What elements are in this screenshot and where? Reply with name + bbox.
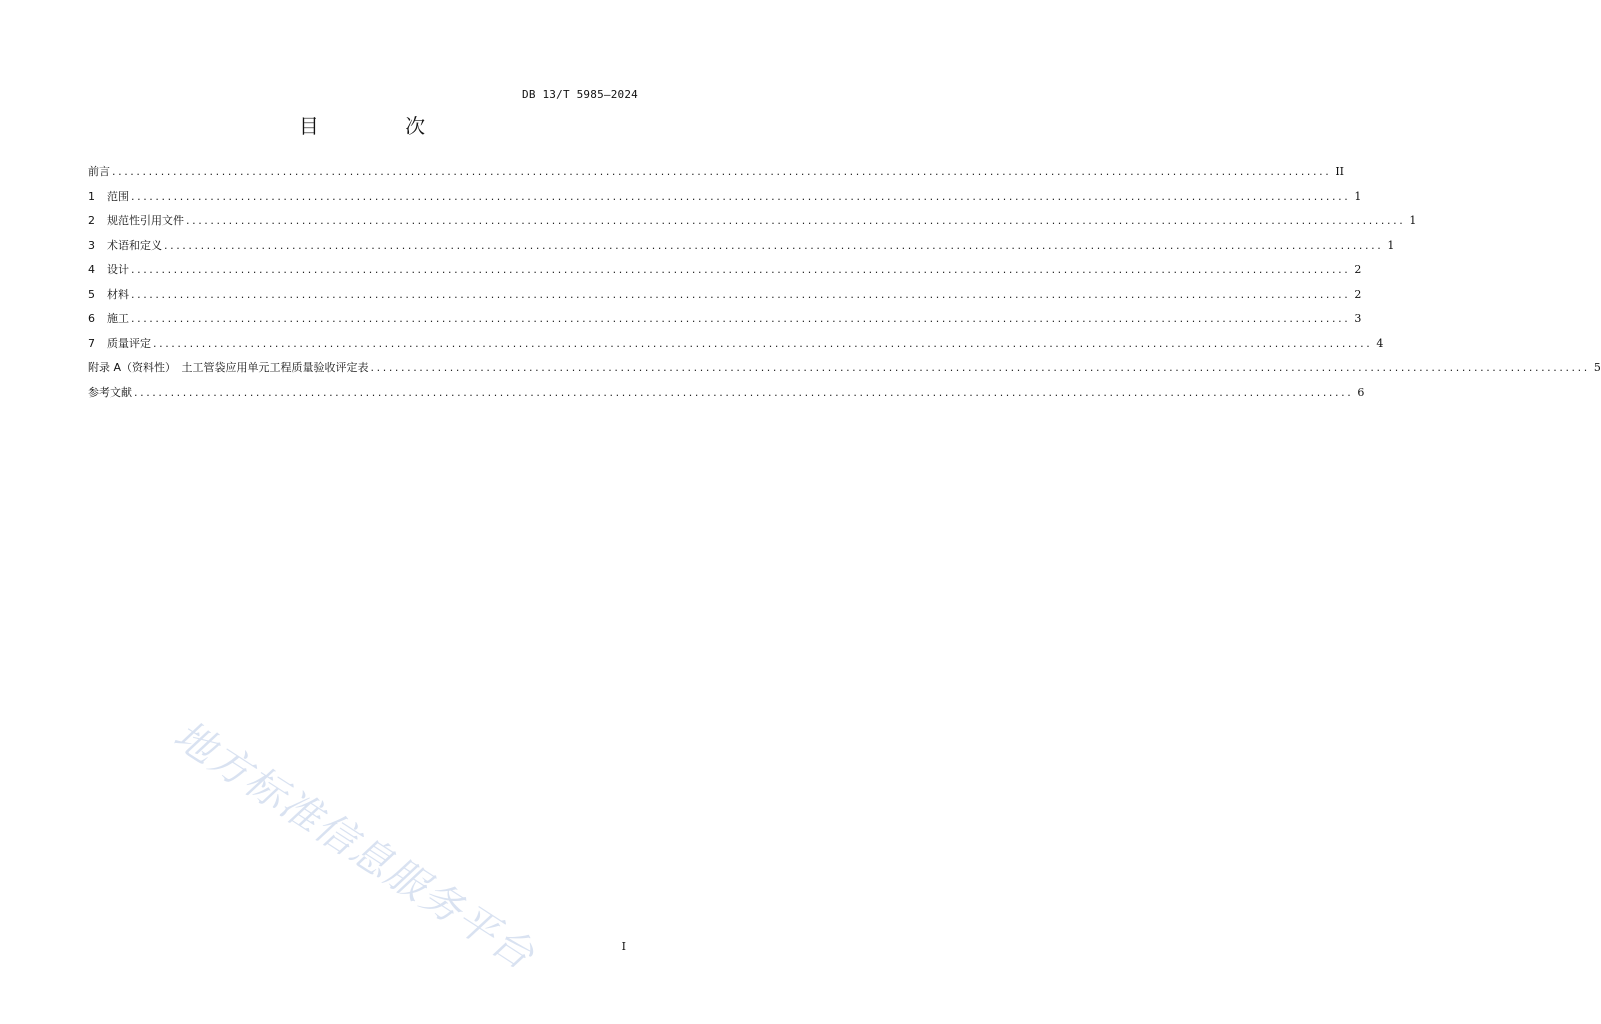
toc-entry-page: 2 [1354,263,1362,276]
table-of-contents [88,164,1601,409]
toc-leader-dots: ........................................................................................................................................................................................................ [131,287,1351,301]
toc-entry-normative-references[interactable] [88,213,1417,238]
toc-entry-terms-definitions[interactable] [88,238,1395,263]
toc-entry-page: 2 [1354,287,1362,301]
toc-entry-label: 施工 [107,312,129,325]
toc-entry-number: 7 [88,336,95,350]
toc-entry-label: 质量评定 [107,336,151,350]
toc-entry-label: 规范性引用文件 [107,214,184,227]
toc-entry-design[interactable] [88,262,1362,287]
toc-leader-dots: ........................................................................................................................................................................................................ [131,263,1351,276]
toc-entry-page: 1 [1354,189,1362,203]
toc-leader-dots: ........................................................................................................................................................................................................ [131,312,1351,325]
toc-entry-page: 3 [1354,312,1362,325]
toc-entry-label: 附录 A（资料性） 土工管袋应用单元工程质量验收评定表 [88,361,369,374]
document-code: DB 13/T 5985—2024 [522,88,638,101]
toc-entry-number: 3 [88,238,95,252]
toc-entry-label: 范围 [107,189,129,203]
toc-leader-dots: ........................................................................................................................................................................................................ [112,165,1332,178]
toc-entry-page: 6 [1357,385,1365,399]
toc-entry-label: 术语和定义 [107,238,162,252]
toc-entry-number: 4 [88,263,95,276]
toc-entry-number: 1 [88,189,95,203]
toc-entry-page: 1 [1387,238,1395,252]
toc-entry-appendix-a[interactable] [88,360,1601,385]
toc-leader-dots: ........................................................................................................................................................................................................ [153,336,1373,350]
toc-entry-page: 4 [1376,336,1384,350]
toc-entry-page: 1 [1409,214,1417,227]
toc-leader-dots: ........................................................................................................................................................................................................ [131,189,1351,203]
toc-leader-dots: ........................................................................................................................................................................................................ [186,214,1406,227]
toc-entry-label: 材料 [107,287,129,301]
toc-entry-label: 设计 [107,263,129,276]
toc-entry-number: 6 [88,312,95,325]
toc-entry-page: 5 [1593,361,1601,374]
toc-leader-dots: ........................................................................................................................................................................................................ [164,238,1384,252]
toc-entry-label: 前言 [88,165,110,178]
toc-leader-dots: ........................................................................................................................................................................................................ [370,361,1590,374]
toc-entry-foreword[interactable] [88,164,1345,189]
page-title: 目 次 [298,114,466,138]
toc-entry-construction[interactable] [88,311,1362,336]
toc-entry-number: 5 [88,287,95,301]
page-number: I [621,940,626,953]
toc-entry-scope[interactable] [88,189,1362,214]
toc-entry-page: II [1335,165,1345,178]
toc-entry-bibliography[interactable] [88,385,1365,410]
toc-entry-number: 2 [88,214,95,227]
toc-entry-materials[interactable] [88,287,1362,312]
toc-entry-quality-assessment[interactable] [88,336,1384,361]
watermark: 地方标准信息服务平台 [165,712,543,980]
toc-leader-dots: ........................................................................................................................................................................................................ [134,385,1354,399]
toc-entry-label: 参考文献 [88,385,132,399]
